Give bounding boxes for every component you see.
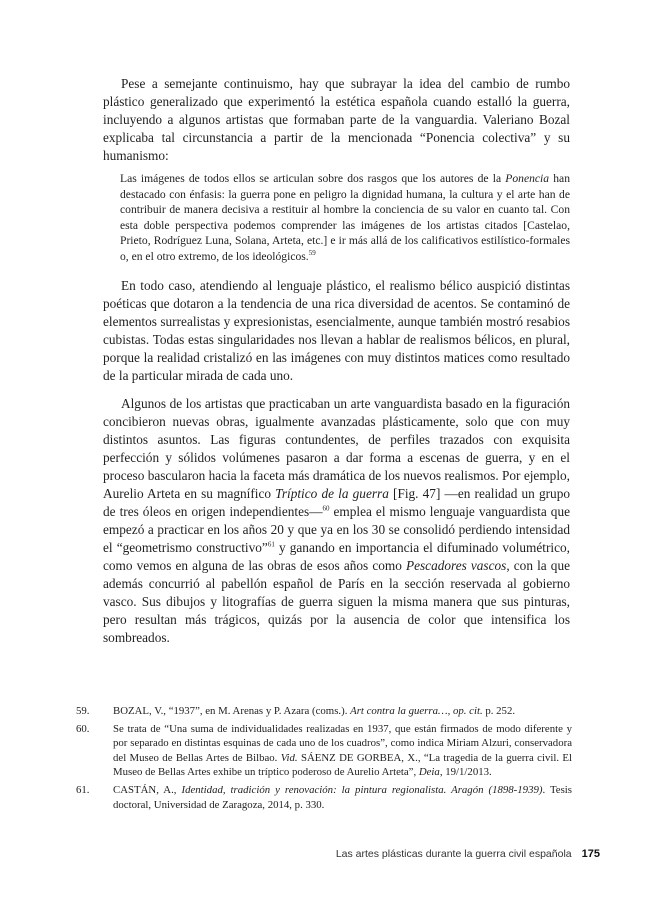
footnote-59-text-1: BOZAL, V., “1937”, en M. Arenas y P. Azara (coms.). bbox=[113, 705, 351, 717]
paragraph-3-text-2: [Fig. 47] —en realidad un grupo de tres óleos en origen independientes— bbox=[103, 485, 570, 519]
footnote-ref-60[interactable]: 60 bbox=[322, 504, 330, 513]
page-footer bbox=[336, 848, 600, 860]
footnote-text bbox=[113, 783, 572, 812]
paragraph-1: Pese a semejante continuismo, hay que subrayar la idea del cambio de rumbo plástico generalizado que experimentó la estética española cuando estalló la guerra, incluyendo a algunos artistas que formaban parte de la vanguardia. Valeriano Bozal explicaba tal circunstancia a partir de la mencionada “Ponencia colectiva” y su humanismo: bbox=[103, 76, 570, 163]
footnote-59-text-2: p. 252. bbox=[482, 705, 516, 717]
artwork-title-triptico: Tríptico de la guerra bbox=[275, 485, 389, 501]
footnote-61 bbox=[76, 783, 572, 812]
footnote-59 bbox=[76, 704, 572, 719]
footnotes bbox=[76, 704, 572, 815]
footnote-60-text-2: SÁENZ DE GORBEA, X., “La tragedia de la guerra civil. El Museo de Bellas Artes exhibe un tríptico poderoso de Aurelio Arteta”, bbox=[113, 751, 572, 779]
paragraph-2: En todo caso, atendiendo al lenguaje plástico, el realismo bélico auspició distintas poéticas que dotaron a la tendencia de una rica diversidad de acentos. Se contaminó de elementos surrealistas y expresionistas, esencialmente, aunque también mostró resabios cubistas. Todas estas singularidades nos llevan a hablar de realismos bélicos, en plural, porque la realidad cristalizó en las imágenes con muy distintos matices como resultado de la particular mirada de cada uno. bbox=[103, 277, 570, 383]
footnote-61-text-2: . Tesis doctoral, Universidad de Zaragoza, 2014, p. 330. bbox=[113, 783, 572, 811]
footnote-text bbox=[113, 722, 572, 780]
page-number: 175 bbox=[581, 848, 600, 860]
footnote-61-text-1: CASTÁN, A., bbox=[113, 783, 182, 796]
footnote-number: 61. bbox=[76, 783, 90, 796]
footnote-60-text-3: , 19/1/2013. bbox=[439, 766, 492, 779]
paragraph-3-text-5: , con la que además concurrió al pabellón español de París en la sección reservada al gobierno vasco. Sus dibujos y litografías de guerra siguen la misma manera que sus pinturas, pero resultan más trágicos, quizás por la ausencia de color que intensifica los sombreados. bbox=[103, 557, 570, 645]
footnote-ref-59[interactable]: 59 bbox=[308, 249, 316, 258]
paragraph-3 bbox=[103, 395, 570, 647]
footnote-60-text-1: Se trata de “Una suma de individualidades realizadas en 1937, que están firmados de modo diferente y por separado en distintas esquinas de cada uno de los cuadros”, como indica Miriam Alzuri, conservadora del Museo de Bellas Artes de Bilbao. bbox=[113, 722, 572, 764]
footnote-59-italic: Art contra la guerra…, op. cit. bbox=[350, 705, 483, 717]
footnote-61-italic: Identidad, tradición y renovación: la pintura regionalista. Aragón (1898-1939) bbox=[181, 783, 543, 796]
paragraph-3-text-3: emplea el mismo lenguaje vanguardista que empezó a practicar en los años 20 y que ya en los 30 se consolidó perdiendo intensidad el “geometrismo constructivo” bbox=[103, 503, 570, 555]
quote-italic-ponencia: Ponencia bbox=[505, 172, 550, 185]
main-text bbox=[103, 75, 570, 657]
footnote-number: 60. bbox=[76, 722, 90, 735]
footnote-60-italic-vid: Vid. bbox=[280, 751, 298, 764]
footnote-text bbox=[113, 704, 572, 719]
footnote-ref-61[interactable]: 61 bbox=[267, 540, 275, 549]
running-title: Las artes plásticas durante la guerra civil española bbox=[335, 848, 572, 860]
paragraph-3-text-1: Algunos de los artistas que practicaban un arte vanguardista basado en la figuración concibieron nuevas obras, igualmente avanzadas plásticamente, solo que con muy distintos asuntos. Las figuras contundentes, de perfiles trazados con exquisita perfección y sólidos volúmenes pasaron a dar forma a escenas de guerra, y en el proceso bascularon hacia la faceta más dramática de los nuevos realismos. Por ejemplo, Aurelio Arteta en su magnífico bbox=[103, 395, 570, 501]
footnote-60-italic-deia: Deia bbox=[418, 766, 440, 779]
paragraph-3-text-4: y ganando en importancia el difuminado volumétrico, como vemos en alguna de las obras de esos años como bbox=[103, 539, 570, 573]
footnote-60 bbox=[76, 722, 572, 780]
quote-text-1: Las imágenes de todos ellos se articulan sobre dos rasgos que los autores de la bbox=[120, 172, 506, 185]
artwork-title-pescadores: Pescadores vascos bbox=[405, 557, 507, 573]
quote-text-2: han destacado con énfasis: la guerra pone en peligro la dignidad humana, la cultura y el arte han de contribuir de manera decisiva a restituir al hombre la conciencia de su valor en cuanto tal. Con esta doble perspectiva podemos comprender las imágenes de los artistas citados [Castelao, Prieto, Rodríguez Luna, Solana, Arteta, etc.] e ir más allá de los calificativos estilístico-formales o, en el otro extremo, de los ideológicos. bbox=[120, 172, 570, 263]
block-quote bbox=[120, 171, 570, 265]
footnote-number: 59. bbox=[76, 705, 90, 717]
